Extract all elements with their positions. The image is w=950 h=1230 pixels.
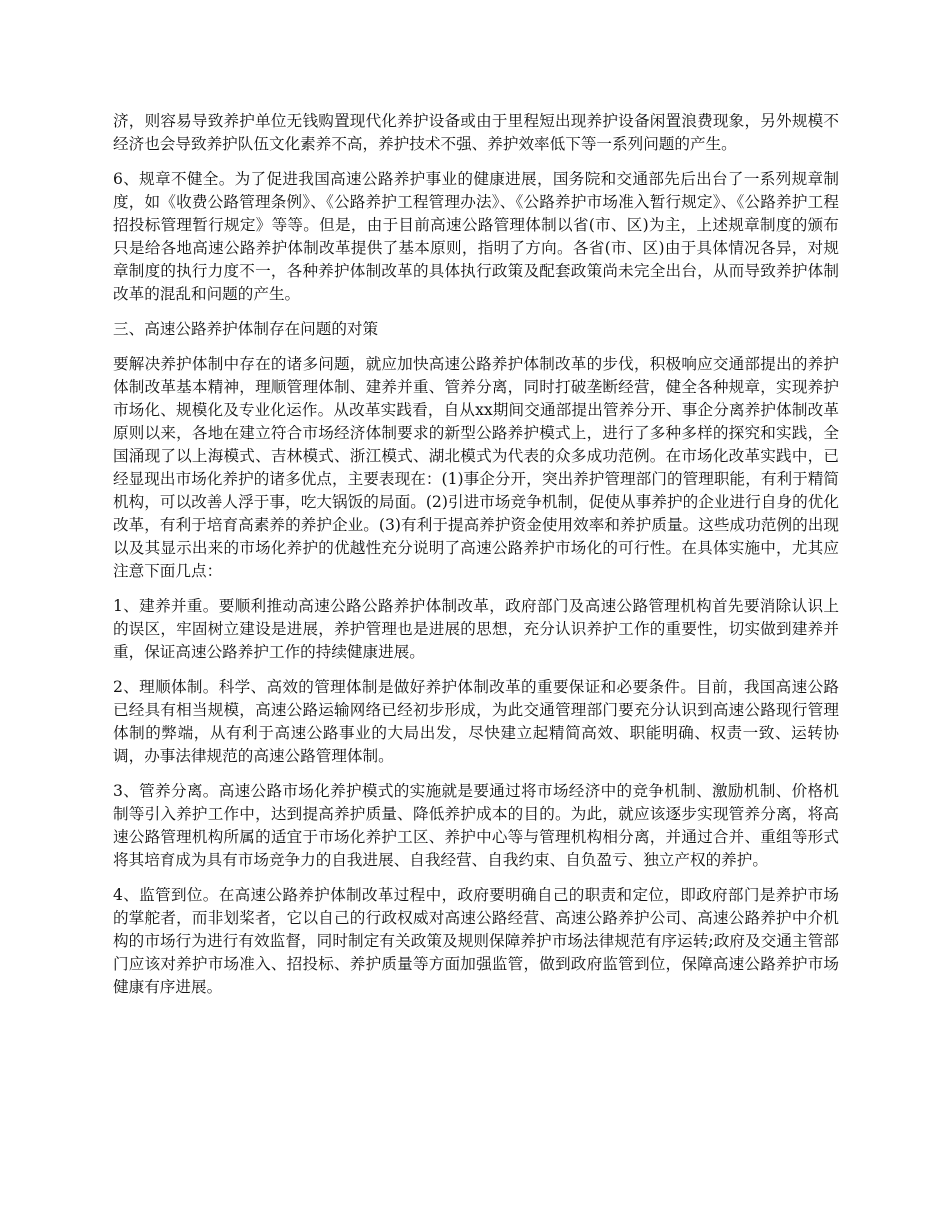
paragraph-point-1: 1、建养并重。要顺利推动高速公路公路养护体制改革，政府部门及高速公路管理机构首先要消除认识上的误区，牢固树立建设是进展，养护管理也是进展的思想，充分认识养护工作的重要性，切实做到建养并重，保证高速公路养护工作的持续健康进展。 [113, 597, 839, 661]
document-body [113, 110, 839, 999]
paragraph-point-2: 2、理顺体制。科学、高效的管理体制是做好养护体制改革的重要保证和必要条件。目前，我国高速公路已经具有相当规模，高速公路运输网络已经初步形成，为此交通管理部门要充分认识到高速公路现行管理体制的弊端，从有利于高速公路事业的大局出发，尽快建立起精简高效、职能明确、权责一致、运转协调，办事法律规范的高速公路管理体制。 [113, 678, 839, 765]
paragraph-point-3: 3、管养分离。高速公路市场化养护模式的实施就是要通过将市场经济中的竞争机制、激励机制、价格机制等引入养护工作中，达到提高养护质量、降低养护成本的目的。为此，就应该逐步实现管养分离，将高速公路管理机构所属的适宜于市场化养护工区、养护中心等与管理机构相分离，并通过合并、重组等形式将其培育成为具有市场竞争力的自我进展、自我经营、自我约束、自负盈亏、独立产权的养护。 [113, 782, 839, 869]
paragraph-regulations: 6、规章不健全。为了促进我国高速公路养护事业的健康进展，国务院和交通部先后出台了一系列规章制度，如《收费公路管理条例》、《公路养护工程管理办法》、《公路养护市场准入暂行规定》、《公路养护工程招投标管理暂行规定》等等。但是，由于目前高速公路管理体制以省(市、区)为主，上述规章制度的颁布只是给各地高速公路养护体制改革提供了基本原则，指明了方向。各省(市、区)由于具体情况各异，对规章制度的执行力度不一，各种养护体制改革的具体执行政策及配套政策尚未完全出台，从而导致养护体制改革的混乱和问题的产生。 [113, 170, 839, 303]
paragraph-reform-overview: 要解决养护体制中存在的诸多问题，就应加快高速公路养护体制改革的步伐，积极响应交通部提出的养护体制改革基本精神，理顺管理体制、建养并重、管养分离，同时打破垄断经营，健全各种规章，实现养护市场化、规模化及专业化运作。从改革实践看，自从xx期间交通部提出管养分开、事企分离养护体制改革原则以来，各地在建立符合市场经济体制要求的新型公路养护模式上，进行了多种多样的探究和实践，全国涌现了以上海模式、吉林模式、浙江模式、湖北模式为代表的众多成功范例。在市场化改革实践中，已经显现出市场化养护的诸多优点，主要表现在：(1)事企分开，突出养护管理部门的管理职能，有利于精简机构，可以改善人浮于事，吃大锅饭的局面。(2)引进市场竞争机制，促使从事养护的企业进行自身的优化改革，有利于培育高素养的养护企业。(3)有利于提高养护资金使用效率和养护质量。这些成功范例的出现以及其显示出来的市场化养护的优越性充分说明了高速公路养护市场化的可行性。在具体实施中，尤其应注意下面几点： [113, 355, 839, 580]
section-heading: 三、高速公路养护体制存在问题的对策 [113, 320, 379, 338]
paragraph-point-4: 4、监管到位。在高速公路养护体制改革过程中，政府要明确自己的职责和定位，即政府部门是养护市场的掌舵者，而非划桨者，它以自己的行政权威对高速公路经营、高速公路养护公司、高速公路养护中介机构的市场行为进行有效监督，同时制定有关政策及规则保障养护市场法律规范有序运转;政府及交通主管部门应该对养护市场准入、招投标、养护质量等方面加强监管，做到政府监管到位，保障高速公路养护市场健康有序进展。 [113, 886, 839, 996]
paragraph-continuation: 济，则容易导致养护单位无钱购置现代化养护设备或由于里程短出现养护设备闲置浪费现象，另外规模不经济也会导致养护队伍文化素养不高，养护技术不强、养护效率低下等一系列问题的产生。 [113, 112, 839, 153]
